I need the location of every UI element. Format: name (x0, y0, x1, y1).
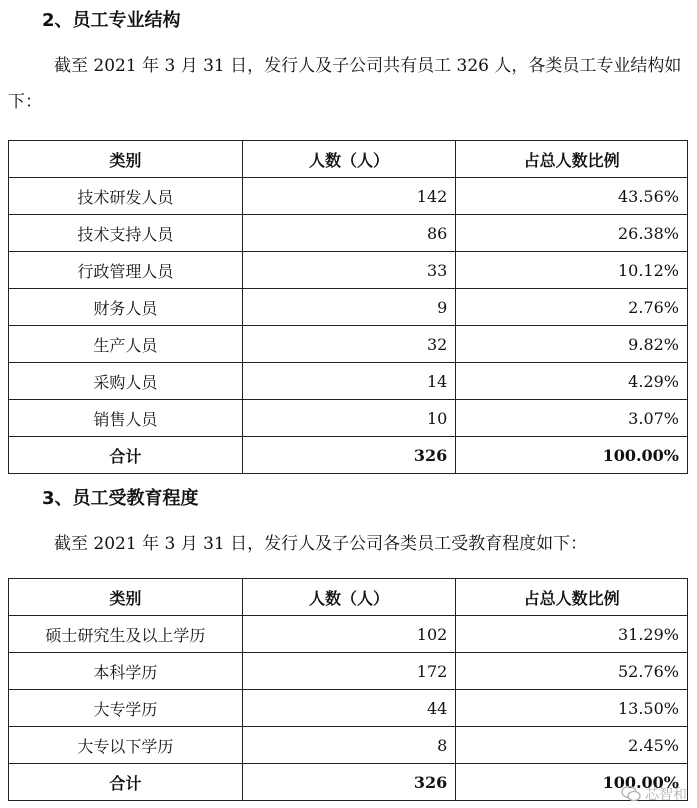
cell-ratio: 9.82% (456, 326, 688, 363)
table-row (9, 252, 688, 289)
cell-count: 10 (242, 400, 456, 437)
cell-count: 33 (242, 252, 456, 289)
cell-category: 大专学历 (9, 690, 243, 727)
table-row (9, 727, 688, 764)
cell-category: 销售人员 (9, 400, 243, 437)
wechat-icon (621, 785, 641, 803)
table-row (9, 326, 688, 363)
cell-ratio: 10.12% (456, 252, 688, 289)
section3-heading: 3、员工受教育程度 (42, 488, 199, 509)
cell-count: 9 (242, 289, 456, 326)
table-header-row (9, 579, 688, 616)
cell-ratio: 100.00% (456, 437, 688, 474)
cell-category: 行政管理人员 (9, 252, 243, 289)
total-row (9, 437, 688, 474)
table-header-row (9, 141, 688, 178)
staff-education-table (8, 578, 688, 801)
cell-ratio: 13.50% (456, 690, 688, 727)
cell-count: 102 (242, 616, 456, 653)
table-row (9, 400, 688, 437)
cell-ratio: 2.76% (456, 289, 688, 326)
cell-ratio: 31.29% (456, 616, 688, 653)
cell-count: 86 (242, 215, 456, 252)
cell-ratio: 100.00% (456, 764, 688, 801)
column-header-count: 人数（人） (242, 141, 456, 178)
cell-category: 生产人员 (9, 326, 243, 363)
total-row (9, 764, 688, 801)
cell-count: 326 (242, 437, 456, 474)
cell-ratio: 3.07% (456, 400, 688, 437)
cell-count: 326 (242, 764, 456, 801)
watermark-text: 芯智和 (645, 787, 687, 803)
table-row (9, 616, 688, 653)
table-row (9, 363, 688, 400)
cell-category: 硕士研究生及以上学历 (9, 616, 243, 653)
staff-specialty-table (8, 140, 688, 474)
cell-category: 技术研发人员 (9, 178, 243, 215)
table-row (9, 178, 688, 215)
column-header-count: 人数（人） (242, 579, 456, 616)
cell-ratio: 26.38% (456, 215, 688, 252)
cell-category: 采购人员 (9, 363, 243, 400)
section3-paragraph: 截至 2021 年 3 月 31 日，发行人及子公司各类员工受教育程度如下： (54, 534, 588, 554)
column-header-ratio: 占总人数比例 (456, 141, 688, 178)
column-header-category: 类别 (9, 579, 243, 616)
cell-category: 合计 (9, 764, 243, 801)
cell-count: 44 (242, 690, 456, 727)
cell-ratio: 2.45% (456, 727, 688, 764)
cell-category: 大专以下学历 (9, 727, 243, 764)
section2-paragraph: 截至 2021 年 3 月 31 日，发行人及子公司共有员工 326 人，各类员工专业结构如下： (8, 56, 682, 112)
table-row (9, 690, 688, 727)
cell-ratio: 52.76% (456, 653, 688, 690)
column-header-ratio: 占总人数比例 (456, 579, 688, 616)
watermark (621, 784, 687, 804)
cell-ratio: 43.56% (456, 178, 688, 215)
table-row (9, 653, 688, 690)
cell-count: 142 (242, 178, 456, 215)
column-header-category: 类别 (9, 141, 243, 178)
cell-category: 合计 (9, 437, 243, 474)
cell-count: 8 (242, 727, 456, 764)
table-row (9, 289, 688, 326)
cell-category: 本科学历 (9, 653, 243, 690)
cell-ratio: 4.29% (456, 363, 688, 400)
section2-heading: 2、员工专业结构 (42, 10, 181, 31)
cell-count: 32 (242, 326, 456, 363)
cell-category: 财务人员 (9, 289, 243, 326)
cell-count: 172 (242, 653, 456, 690)
cell-count: 14 (242, 363, 456, 400)
cell-category: 技术支持人员 (9, 215, 243, 252)
table-row (9, 215, 688, 252)
